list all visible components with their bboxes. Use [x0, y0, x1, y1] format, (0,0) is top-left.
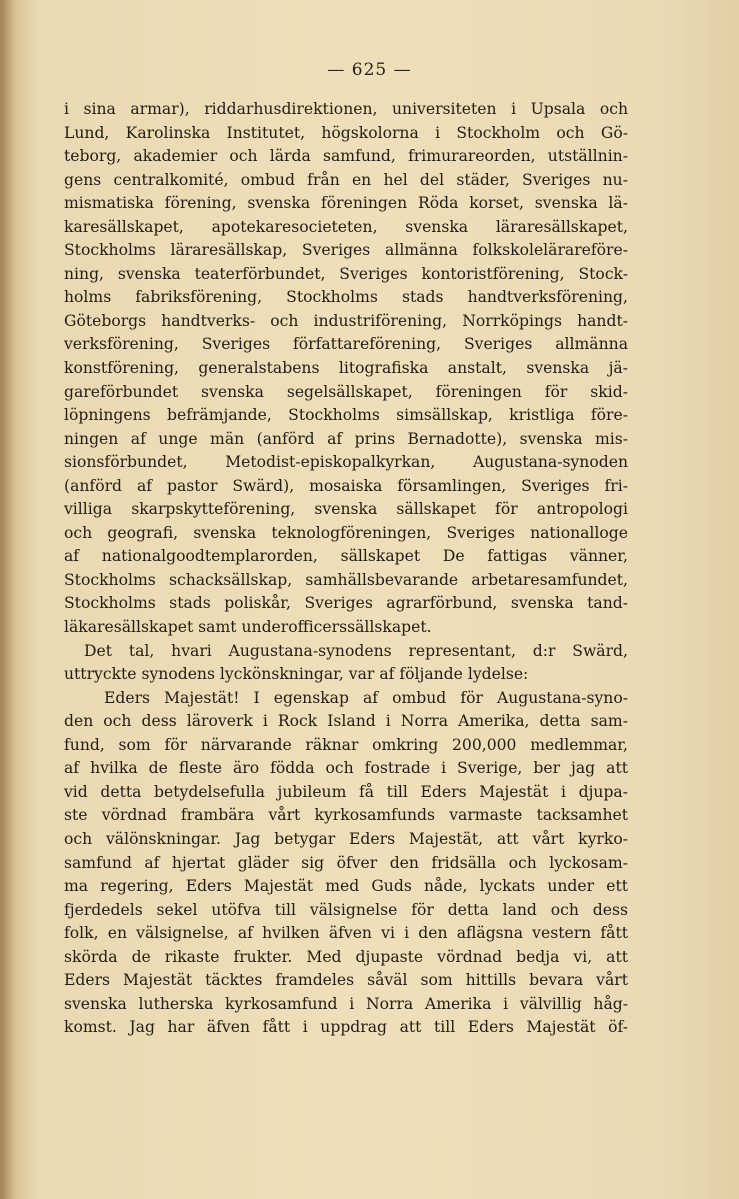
text-line: holms fabriksförening, Stockholms stads handtverksförening,	[64, 288, 628, 307]
text-line: af hvilka de fleste äro födda och fostrade i Sverige, ber jag att	[64, 759, 628, 778]
text-line: löpningens befrämjande, Stockholms simsällskap, kristliga före-	[64, 406, 628, 425]
text-line: skörda de rikaste frukter. Med djupaste vördnad bedja vi, att	[64, 947, 628, 966]
text-line: svenska lutherska kyrkosamfund i Norra Amerika i välvillig håg-	[64, 994, 628, 1013]
text-line: fund, som för närvarande räknar omkring 200,000 medlemmar,	[64, 735, 628, 754]
text-line: komst. Jag har äfven fått i uppdrag att till Eders Majestät öf-	[64, 1018, 628, 1037]
body-text	[64, 98, 628, 1040]
text-line: gens centralkomité, ombud från en hel del städer, Sveriges nu-	[64, 170, 628, 189]
text-line: Lund, Karolinska Institutet, högskolorna i Stockholm och Gö-	[64, 123, 628, 142]
text-line: karesällskapet, apotekaresocieteten, svenska läraresällskapet,	[64, 217, 628, 236]
text-line: och välönskningar. Jag betygar Eders Majestät, att vårt kyrko-	[64, 829, 628, 848]
text-line: (anförd af pastor Swärd), mosaiska församlingen, Sveriges fri-	[64, 476, 628, 495]
text-line: Stockholms stads poliskår, Sveriges agrarförbund, svenska tand-	[64, 594, 628, 613]
text-line: gareförbundet svenska segelsällskapet, föreningen för skid-	[64, 382, 628, 401]
text-line: samfund af hjertat gläder sig öfver den fridsälla och lyckosam-	[64, 853, 628, 872]
text-line: uttryckte synodens lyckönskningar, var af följande lydelse:	[64, 665, 529, 684]
text-line: villiga skarpskytteförening, svenska sällskapet för antropologi	[64, 500, 628, 519]
text-line: Göteborgs handtverks- och industriförening, Norrköpings handt-	[64, 311, 628, 330]
text-line: ste vördnad frambära vårt kyrkosamfunds varmaste tacksamhet	[64, 806, 628, 825]
text-line: Stockholms läraresällskap, Sveriges allmänna folkskolelärareföre-	[64, 241, 628, 260]
text-line: läkaresällskapet samt underofficerssällskapet.	[64, 618, 432, 637]
text-line: ning, svenska teaterförbundet, Sveriges kontoristförening, Stock-	[64, 264, 628, 283]
text-line: konstförening, generalstabens litografiska anstalt, svenska jä-	[64, 359, 628, 378]
text-line: sionsförbundet, Metodist-episkopalkyrkan, Augustana-synoden	[64, 453, 628, 472]
text-line: Stockholms schacksällskap, samhällsbevarande arbetaresamfundet,	[64, 570, 628, 589]
text-line: och geografi, svenska teknologföreningen, Sveriges nationalloge	[64, 523, 628, 542]
text-line: teborg, akademier och lärda samfund, frimurareorden, utställnin-	[64, 147, 628, 166]
text-line: ma regering, Eders Majestät med Guds nåde, lyckats under ett	[64, 877, 628, 896]
text-line: Eders Majestät täcktes framdeles såväl som hittills bevara vårt	[64, 971, 628, 990]
text-line: mismatiska förening, svenska föreningen Röda korset, svenska lä-	[64, 194, 628, 213]
text-line: Det tal, hvari Augustana-synodens representant, d:r Swärd,	[84, 641, 628, 660]
text-line: den och dess läroverk i Rock Island i Norra Amerika, detta sam-	[64, 712, 628, 731]
text-line: fjerdedels sekel utöfva till välsignelse för detta land och dess	[64, 900, 628, 919]
text-line: af nationalgoodtemplarorden, sällskapet De fattigas vänner,	[64, 547, 628, 566]
text-line: vid detta betydelsefulla jubileum få till Eders Majestät i djupa-	[64, 782, 628, 801]
text-line: verksförening, Sveriges författareförening, Sveriges allmänna	[64, 335, 628, 354]
page-number: — 625 —	[327, 60, 412, 80]
text-line: folk, en välsignelse, af hvilken äfven vi i den aflägsna vestern fått	[64, 924, 628, 943]
text-line: ningen af unge män (anförd af prins Bernadotte), svenska mis-	[64, 429, 628, 448]
text-line: Eders Majestät! I egenskap af ombud för Augustana-syno-	[104, 688, 628, 707]
text-line: i sina armar), riddarhusdirektionen, universiteten i Upsala och	[64, 100, 628, 118]
